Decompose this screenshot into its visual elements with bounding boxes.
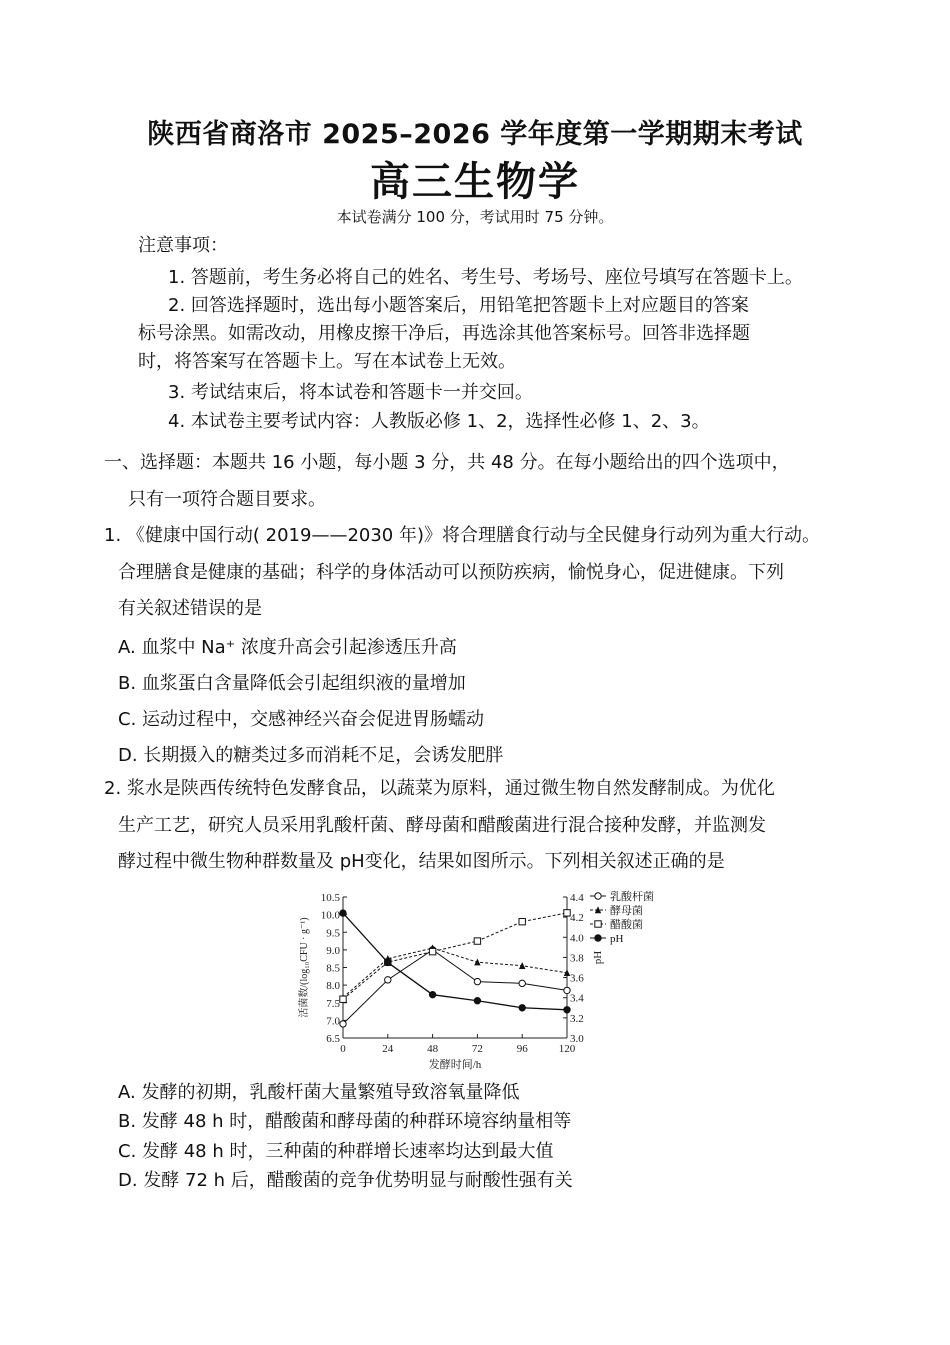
x-tick-label: 48 bbox=[427, 1043, 439, 1055]
y-left-tick-label: 6.5 bbox=[326, 1033, 340, 1045]
note-line: 4. 本试卷主要考试内容：人教版必修 1、2，选择性必修 1、2、3。 bbox=[168, 411, 710, 432]
notes-heading: 注意事项： bbox=[138, 235, 228, 256]
y-axis-right-title: pH bbox=[592, 950, 604, 965]
data-point bbox=[429, 991, 435, 997]
y-right-tick-label: 4.0 bbox=[570, 932, 584, 945]
x-tick-label: 0 bbox=[340, 1043, 346, 1055]
data-point bbox=[564, 1007, 570, 1013]
y-axis-left-title: 活菌数/(log₁₀CFU · g⁻¹) bbox=[299, 917, 310, 1018]
question-1-option-c: C. 运动过程中，交感神经兴奋会促进胃肠蠕动 bbox=[118, 709, 485, 730]
data-point bbox=[474, 998, 480, 1004]
question-1-option-b: B. 血浆蛋白含量降低会引起组织液的量增加 bbox=[118, 673, 466, 694]
data-point bbox=[429, 948, 435, 954]
question-2-stem: 2. 浆水是陕西传统特色发酵食品，以蔬菜为原料，通过微生物自然发酵制成。为优化 bbox=[104, 778, 775, 799]
section-heading: 只有一项符合题目要求。 bbox=[128, 489, 326, 510]
y-right-tick-label: 3.6 bbox=[570, 972, 584, 985]
data-point bbox=[519, 918, 525, 924]
y-left-tick-label: 7.5 bbox=[326, 997, 340, 1010]
legend-label: 酵母菌 bbox=[610, 905, 643, 917]
y-left-tick-label: 10.5 bbox=[320, 892, 340, 904]
data-point bbox=[519, 980, 525, 986]
series-line bbox=[343, 948, 567, 997]
question-2-option-a: A. 发酵的初期，乳酸杆菌大量繁殖导致溶氧量降低 bbox=[118, 1082, 520, 1103]
data-point bbox=[340, 910, 346, 916]
legend-label: pH bbox=[610, 933, 624, 945]
y-left-tick-label: 8.5 bbox=[326, 962, 340, 975]
series-line bbox=[343, 913, 567, 1010]
data-point bbox=[385, 959, 391, 965]
exam-info: 本试卷满分 100 分，考试用时 75 分钟。 bbox=[336, 208, 614, 226]
series-line bbox=[343, 950, 567, 1024]
question-1-option-d: D. 长期摄入的糖类过多而消耗不足，会诱发肥胖 bbox=[118, 745, 504, 766]
x-tick-label: 24 bbox=[382, 1043, 394, 1055]
note-line: 时，将答案写在答题卡上。写在本试卷上无效。 bbox=[138, 351, 516, 372]
data-point bbox=[564, 910, 570, 916]
data-point bbox=[340, 1021, 346, 1027]
y-right-tick-label: 4.2 bbox=[570, 912, 584, 925]
data-point bbox=[474, 938, 480, 944]
question-2-option-b: B. 发酵 48 h 时，醋酸菌和酵母菌的种群环境容纳量相等 bbox=[118, 1111, 572, 1132]
legend-marker bbox=[595, 893, 601, 899]
x-tick-label: 120 bbox=[558, 1043, 576, 1055]
x-tick-label: 72 bbox=[471, 1043, 483, 1055]
y-left-tick-label: 7.0 bbox=[326, 1015, 340, 1028]
data-point bbox=[385, 977, 391, 983]
section-heading: 一、选择题：本题共 16 小题，每小题 3 分，共 48 分。在每小题给出的四个选项中， bbox=[104, 452, 790, 473]
note-line: 3. 考试结束后，将本试卷和答题卡一并交回。 bbox=[168, 382, 533, 403]
data-point bbox=[519, 1005, 525, 1011]
question-2-option-d: D. 发酵 72 h 后，醋酸菌的竞争优势明显与耐酸性强有关 bbox=[118, 1170, 573, 1191]
x-tick-label: 96 bbox=[516, 1043, 528, 1055]
data-point bbox=[474, 978, 480, 984]
note-line: 标号涂黑。如需改动，用橡皮擦干净后，再选涂其他答案标号。回答非选择题 bbox=[138, 323, 750, 344]
question-2-stem: 生产工艺，研究人员采用乳酸杆菌、酵母菌和醋酸菌进行混合接种发酵，并监测发 bbox=[118, 815, 766, 836]
question-2-stem: 酵过程中微生物种群数量及 pH变化，结果如图所示。下列相关叙述正确的是 bbox=[118, 851, 725, 872]
question-1-stem: 有关叙述错误的是 bbox=[118, 598, 262, 619]
note-line: 2. 回答选择题时，选出每小题答案后，用铅笔把答题卡上对应题目的答案 bbox=[168, 295, 749, 316]
y-left-tick-label: 9.0 bbox=[326, 944, 340, 957]
legend-label: 醋酸菌 bbox=[610, 919, 643, 931]
x-axis-title: 发酵时间/h bbox=[428, 1059, 482, 1071]
question-2-option-c: C. 发酵 48 h 时，三种菌的种群增长速率均达到最大值 bbox=[118, 1141, 554, 1162]
data-point bbox=[564, 987, 570, 993]
data-point bbox=[340, 996, 346, 1002]
legend-label: 乳酸杆菌 bbox=[610, 891, 654, 903]
y-right-tick-label: 3.4 bbox=[570, 992, 584, 1005]
question-1-stem: 1. 《健康中国行动( 2019——2030 年)》将合理膳食行动与全民健身行动列为重大行动。 bbox=[104, 525, 820, 546]
legend-marker bbox=[595, 935, 601, 941]
fermentation-chart bbox=[285, 882, 685, 1072]
y-left-tick-label: 8.0 bbox=[326, 980, 340, 993]
y-right-tick-label: 4.4 bbox=[570, 892, 584, 904]
note-line: 1. 答题前，考生务必将自己的姓名、考生号、考场号、座位号填写在答题卡上。 bbox=[168, 267, 803, 288]
y-right-tick-label: 3.8 bbox=[570, 952, 584, 965]
y-left-tick-label: 9.5 bbox=[326, 927, 340, 940]
y-right-tick-label: 3.2 bbox=[570, 1012, 584, 1025]
subject-title: 高三生物学 bbox=[370, 159, 580, 205]
exam-title: 陕西省商洛市 2025–2026 学年度第一学期期末考试 bbox=[147, 119, 803, 150]
question-1-option-a: A. 血浆中 Na⁺ 浓度升高会引起渗透压升高 bbox=[118, 637, 457, 658]
y-right-tick-label: 3.0 bbox=[570, 1033, 584, 1045]
data-point bbox=[519, 962, 525, 969]
y-left-tick-label: 10.0 bbox=[320, 909, 340, 922]
series-line bbox=[343, 913, 567, 999]
question-1-stem: 合理膳食是健康的基础；科学的身体活动可以预防疾病，愉悦身心，促进健康。下列 bbox=[118, 562, 784, 583]
legend-marker bbox=[595, 921, 601, 927]
